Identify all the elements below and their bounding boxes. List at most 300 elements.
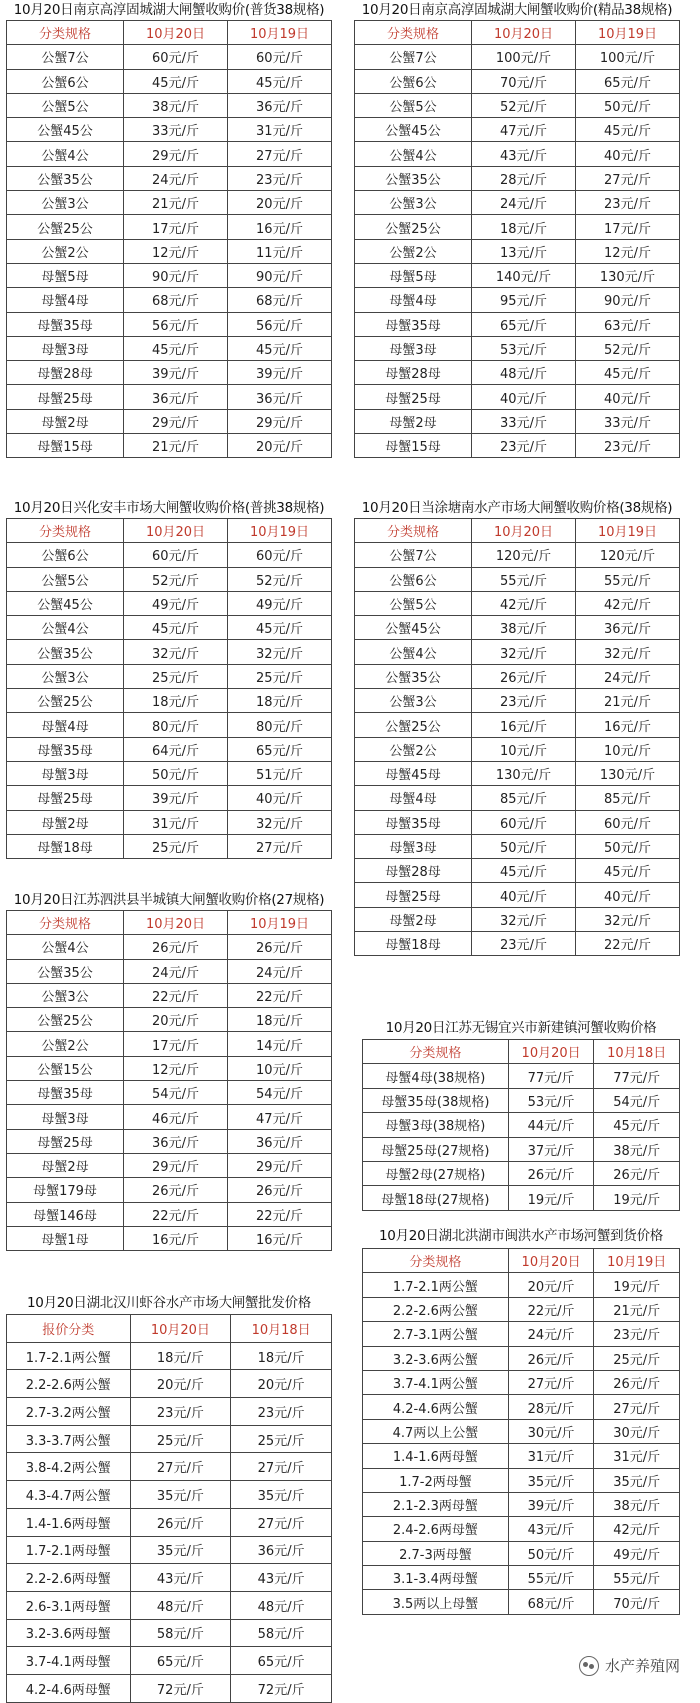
table-cell: 45元/斤	[228, 616, 332, 640]
table-cell: 45元/斤	[124, 616, 228, 640]
table-cell: 2.1-2.3两母蟹	[363, 1492, 509, 1516]
table-cell: 140元/斤	[472, 263, 576, 287]
table-cell: 100元/斤	[576, 45, 680, 69]
table-cell: 36元/斤	[228, 1129, 332, 1153]
table-cell: 17元/斤	[576, 215, 680, 239]
table-row	[363, 1468, 680, 1492]
table-cell: 70元/斤	[472, 69, 576, 93]
table-cell: 公蟹6公	[355, 567, 472, 591]
table-cell: 68元/斤	[508, 1590, 594, 1614]
table-cell: 65元/斤	[228, 737, 332, 761]
table-row	[7, 263, 332, 287]
table-cell: 母蟹25母	[355, 883, 472, 907]
table-cell: 65元/斤	[576, 69, 680, 93]
table-cell: 27元/斤	[228, 834, 332, 858]
table-cell: 19元/斤	[508, 1186, 594, 1210]
table-cell: 母蟹2母(27规格)	[363, 1161, 509, 1185]
table-cell: 23元/斤	[228, 166, 332, 190]
table-row	[7, 1536, 332, 1564]
table-cell: 38元/斤	[594, 1492, 680, 1516]
table-cell: 45元/斤	[472, 859, 576, 883]
table-cell: 23元/斤	[576, 191, 680, 215]
table-cell: 45元/斤	[576, 361, 680, 385]
table-row	[7, 1619, 332, 1647]
table-cell: 35元/斤	[508, 1468, 594, 1492]
table-cell: 48元/斤	[231, 1591, 332, 1619]
table-cell: 28元/斤	[472, 166, 576, 190]
table-row	[355, 434, 680, 458]
table-row	[7, 409, 332, 433]
table-cell: 40元/斤	[576, 142, 680, 166]
table-cell: 1.7-2.1两公蟹	[363, 1273, 509, 1297]
header-row	[363, 1040, 680, 1064]
table-cell: 16元/斤	[124, 1226, 228, 1250]
table-cell: 公蟹4公	[7, 142, 124, 166]
table-cell: 52元/斤	[228, 567, 332, 591]
table-cell: 58元/斤	[231, 1619, 332, 1647]
table-cell: 公蟹2公	[7, 239, 124, 263]
table-row	[7, 664, 332, 688]
table-cell: 36元/斤	[231, 1536, 332, 1564]
table-cell: 90元/斤	[124, 263, 228, 287]
table-cell: 2.7-3两母蟹	[363, 1541, 509, 1565]
table-row	[7, 689, 332, 713]
table-cell: 16元/斤	[228, 1226, 332, 1250]
table-row	[363, 1492, 680, 1516]
table-cell: 27元/斤	[576, 166, 680, 190]
table-row	[7, 1202, 332, 1226]
table-cell: 17元/斤	[124, 1032, 228, 1056]
header-row	[363, 1249, 680, 1273]
table-cell: 39元/斤	[508, 1492, 594, 1516]
table-cell: 公蟹5公	[7, 567, 124, 591]
table-cell: 40元/斤	[472, 883, 576, 907]
table-cell: 32元/斤	[576, 907, 680, 931]
table-cell: 40元/斤	[228, 786, 332, 810]
table-cell: 26元/斤	[124, 935, 228, 959]
table-cell: 21元/斤	[124, 191, 228, 215]
table-cell: 母蟹45母	[355, 761, 472, 785]
header-row	[7, 21, 332, 45]
table-cell: 1.7-2两母蟹	[363, 1468, 509, 1492]
table-cell: 29元/斤	[228, 409, 332, 433]
column-header: 10月19日	[228, 519, 332, 543]
table-cell: 22元/斤	[228, 1202, 332, 1226]
price-table	[354, 518, 680, 956]
table-cell: 24元/斤	[124, 166, 228, 190]
table-row	[355, 883, 680, 907]
column-header: 10月20日	[124, 519, 228, 543]
table-cell: 43元/斤	[508, 1517, 594, 1541]
table-cell: 16元/斤	[228, 215, 332, 239]
table-row	[7, 616, 332, 640]
table-cell: 4.2-4.6两公蟹	[363, 1395, 509, 1419]
table-title: 10月20日江苏泗洪县半城镇大闸蟹收购价格(27规格)	[13, 892, 325, 908]
table-row	[355, 761, 680, 785]
table-cell: 68元/斤	[228, 288, 332, 312]
table-cell: 公蟹35公	[355, 166, 472, 190]
table-cell: 10元/斤	[228, 1056, 332, 1080]
table-cell: 26元/斤	[508, 1161, 594, 1185]
table-row	[7, 93, 332, 117]
table-cell: 20元/斤	[124, 1008, 228, 1032]
table-cell: 23元/斤	[576, 434, 680, 458]
table-cell: 65元/斤	[130, 1647, 231, 1675]
table-cell: 60元/斤	[124, 543, 228, 567]
table-cell: 90元/斤	[228, 263, 332, 287]
table-cell: 72元/斤	[231, 1674, 332, 1702]
table-cell: 50元/斤	[124, 761, 228, 785]
table-cell: 100元/斤	[472, 45, 576, 69]
table-cell: 1.4-1.6两母蟹	[7, 1508, 131, 1536]
table-cell: 母蟹25母	[7, 1129, 124, 1153]
table-cell: 3.5两以上母蟹	[363, 1590, 509, 1614]
table-cell: 77元/斤	[508, 1064, 594, 1088]
table-cell: 130元/斤	[576, 263, 680, 287]
table-cell: 母蟹28母	[7, 361, 124, 385]
table-cell: 50元/斤	[508, 1541, 594, 1565]
column-header: 分类规格	[7, 911, 124, 935]
table-cell: 10元/斤	[472, 737, 576, 761]
table-cell: 29元/斤	[124, 409, 228, 433]
table-row	[7, 434, 332, 458]
table-cell: 公蟹3公	[355, 689, 472, 713]
table-row	[355, 640, 680, 664]
table-row	[7, 591, 332, 615]
table-cell: 21元/斤	[124, 434, 228, 458]
table-cell: 42元/斤	[594, 1517, 680, 1541]
table-cell: 42元/斤	[576, 591, 680, 615]
table-cell: 3.1-3.4两母蟹	[363, 1566, 509, 1590]
table-cell: 母蟹3母	[7, 336, 124, 360]
table-row	[355, 932, 680, 956]
table-cell: 39元/斤	[124, 361, 228, 385]
table-cell: 26元/斤	[228, 935, 332, 959]
table-cell: 母蟹2母	[355, 409, 472, 433]
table-row	[355, 45, 680, 69]
table-block-0	[6, 0, 332, 458]
table-cell: 68元/斤	[124, 288, 228, 312]
table-cell: 4.7两以上公蟹	[363, 1419, 509, 1443]
table-row	[355, 737, 680, 761]
table-row	[7, 1153, 332, 1177]
table-cell: 50元/斤	[576, 93, 680, 117]
table-row	[7, 336, 332, 360]
table-cell: 120元/斤	[576, 543, 680, 567]
table-cell: 45元/斤	[124, 69, 228, 93]
table-cell: 29元/斤	[228, 1153, 332, 1177]
table-cell: 23元/斤	[130, 1398, 231, 1426]
table-cell: 45元/斤	[576, 118, 680, 142]
price-table	[6, 20, 332, 458]
table-cell: 130元/斤	[576, 761, 680, 785]
header-row	[7, 1315, 332, 1343]
table-row	[7, 1129, 332, 1153]
column-header: 10月19日	[594, 1249, 680, 1273]
price-table	[362, 1248, 680, 1615]
header-row	[7, 911, 332, 935]
table-cell: 31元/斤	[508, 1444, 594, 1468]
table-cell: 55元/斤	[508, 1566, 594, 1590]
table-cell: 50元/斤	[472, 834, 576, 858]
table-row	[7, 737, 332, 761]
table-row	[355, 689, 680, 713]
table-cell: 2.4-2.6两母蟹	[363, 1517, 509, 1541]
table-cell: 37元/斤	[508, 1137, 594, 1161]
table-row	[7, 1674, 332, 1702]
table-row	[355, 288, 680, 312]
table-cell: 40元/斤	[576, 385, 680, 409]
table-cell: 公蟹25公	[7, 689, 124, 713]
table-cell: 16元/斤	[472, 713, 576, 737]
table-cell: 19元/斤	[594, 1273, 680, 1297]
table-title: 10月20日南京高淳固城湖大闸蟹收购价(精品38规格)	[361, 2, 673, 18]
table-title: 10月20日兴化安丰市场大闸蟹收购价格(普挑38规格)	[13, 500, 325, 516]
table-cell: 母蟹18母	[355, 932, 472, 956]
table-cell: 21元/斤	[594, 1297, 680, 1321]
table-cell: 45元/斤	[594, 1113, 680, 1137]
table-cell: 12元/斤	[576, 239, 680, 263]
table-row	[355, 907, 680, 931]
table-row	[363, 1419, 680, 1443]
table-row	[355, 591, 680, 615]
table-cell: 90元/斤	[576, 288, 680, 312]
table-cell: 32元/斤	[228, 640, 332, 664]
table-cell: 母蟹28母	[355, 361, 472, 385]
table-cell: 36元/斤	[228, 93, 332, 117]
table-row	[7, 118, 332, 142]
table-row	[363, 1273, 680, 1297]
table-cell: 65元/斤	[231, 1647, 332, 1675]
table-cell: 母蟹35母	[355, 312, 472, 336]
table-cell: 3.2-3.6两公蟹	[363, 1346, 509, 1370]
table-row	[7, 1425, 332, 1453]
table-cell: 24元/斤	[508, 1322, 594, 1346]
table-cell: 17元/斤	[124, 215, 228, 239]
table-cell: 25元/斤	[124, 834, 228, 858]
table-cell: 公蟹7公	[355, 543, 472, 567]
table-cell: 3.7-4.1两公蟹	[363, 1370, 509, 1394]
table-cell: 54元/斤	[228, 1081, 332, 1105]
table-cell: 22元/斤	[124, 983, 228, 1007]
table-row	[7, 1105, 332, 1129]
table-cell: 母蟹35母	[7, 737, 124, 761]
table-cell: 2.2-2.6两公蟹	[7, 1370, 131, 1398]
table-cell: 3.8-4.2两公蟹	[7, 1453, 131, 1481]
table-cell: 33元/斤	[124, 118, 228, 142]
column-header: 10月19日	[576, 519, 680, 543]
table-row	[355, 239, 680, 263]
table-row	[363, 1541, 680, 1565]
table-block-5	[362, 1017, 680, 1211]
table-cell: 13元/斤	[472, 239, 576, 263]
table-cell: 20元/斤	[228, 191, 332, 215]
table-row	[355, 616, 680, 640]
table-cell: 55元/斤	[594, 1566, 680, 1590]
table-cell: 43元/斤	[231, 1564, 332, 1592]
table-block-3	[354, 498, 680, 956]
table-cell: 33元/斤	[576, 409, 680, 433]
table-row	[355, 118, 680, 142]
column-header: 分类规格	[363, 1249, 509, 1273]
table-row	[355, 385, 680, 409]
table-row	[7, 1564, 332, 1592]
table-cell: 60元/斤	[576, 810, 680, 834]
table-row	[7, 1398, 332, 1426]
table-row	[363, 1161, 680, 1185]
column-header: 10月20日	[472, 21, 576, 45]
table-cell: 母蟹2母	[7, 1153, 124, 1177]
table-cell: 母蟹4母	[7, 713, 124, 737]
table-cell: 38元/斤	[472, 616, 576, 640]
table-title: 10月20日湖北汉川虾谷水产市场大闸蟹批发价格	[27, 1295, 311, 1311]
table-row	[363, 1444, 680, 1468]
table-cell: 公蟹7公	[355, 45, 472, 69]
table-cell: 母蟹5母	[7, 263, 124, 287]
table-cell: 20元/斤	[508, 1273, 594, 1297]
table-row	[363, 1064, 680, 1088]
table-row	[7, 1226, 332, 1250]
table-row	[363, 1297, 680, 1321]
table-cell: 32元/斤	[124, 640, 228, 664]
table-title: 10月20日江苏无锡宜兴市新建镇河蟹收购价格	[385, 1020, 657, 1036]
table-row	[355, 336, 680, 360]
table-cell: 公蟹3公	[355, 191, 472, 215]
table-cell: 28元/斤	[508, 1395, 594, 1419]
table-cell: 51元/斤	[228, 761, 332, 785]
table-cell: 24元/斤	[576, 664, 680, 688]
watermark-text: 水产养殖网	[604, 1657, 680, 1675]
table-row	[7, 142, 332, 166]
table-row	[363, 1566, 680, 1590]
wechat-icon	[579, 1656, 599, 1676]
table-row	[7, 69, 332, 93]
column-header: 10月20日	[124, 21, 228, 45]
table-cell: 70元/斤	[594, 1590, 680, 1614]
table-cell: 2.7-3.1两公蟹	[363, 1322, 509, 1346]
table-cell: 53元/斤	[508, 1088, 594, 1112]
table-row	[7, 640, 332, 664]
table-cell: 19元/斤	[594, 1186, 680, 1210]
table-cell: 母蟹1母	[7, 1226, 124, 1250]
table-cell: 公蟹5公	[355, 93, 472, 117]
table-cell: 80元/斤	[124, 713, 228, 737]
table-cell: 32元/斤	[472, 907, 576, 931]
table-block-2	[6, 498, 332, 859]
table-cell: 80元/斤	[228, 713, 332, 737]
table-row	[7, 1647, 332, 1675]
table-row	[355, 543, 680, 567]
table-cell: 36元/斤	[576, 616, 680, 640]
table-cell: 48元/斤	[472, 361, 576, 385]
table-row	[7, 1342, 332, 1370]
table-cell: 44元/斤	[508, 1113, 594, 1137]
table-row	[7, 1508, 332, 1536]
table-row	[7, 239, 332, 263]
table-row	[355, 713, 680, 737]
table-cell: 85元/斤	[576, 786, 680, 810]
table-cell: 公蟹25公	[355, 215, 472, 239]
table-row	[355, 215, 680, 239]
table-row	[7, 191, 332, 215]
table-row	[7, 983, 332, 1007]
header-row	[7, 519, 332, 543]
table-cell: 公蟹35公	[7, 959, 124, 983]
table-cell: 27元/斤	[231, 1453, 332, 1481]
table-cell: 49元/斤	[594, 1541, 680, 1565]
table-cell: 公蟹2公	[355, 239, 472, 263]
table-cell: 65元/斤	[472, 312, 576, 336]
table-cell: 54元/斤	[594, 1088, 680, 1112]
table-cell: 2.6-3.1两母蟹	[7, 1591, 131, 1619]
table-cell: 36元/斤	[124, 385, 228, 409]
table-cell: 35元/斤	[130, 1536, 231, 1564]
price-table	[6, 1314, 332, 1703]
table-cell: 18元/斤	[124, 689, 228, 713]
table-cell: 公蟹2公	[355, 737, 472, 761]
table-cell: 2.2-2.6两母蟹	[7, 1564, 131, 1592]
table-cell: 55元/斤	[472, 567, 576, 591]
table-cell: 27元/斤	[228, 142, 332, 166]
table-block-6	[362, 1224, 680, 1615]
table-cell: 36元/斤	[228, 385, 332, 409]
table-cell: 23元/斤	[472, 434, 576, 458]
table-row	[355, 166, 680, 190]
table-cell: 31元/斤	[228, 118, 332, 142]
table-block-1	[354, 0, 680, 458]
table-cell: 2.7-3.2两公蟹	[7, 1398, 131, 1426]
table-row	[355, 263, 680, 287]
table-row	[355, 69, 680, 93]
table-cell: 32元/斤	[228, 810, 332, 834]
table-cell: 公蟹35公	[7, 640, 124, 664]
table-row	[7, 713, 332, 737]
table-cell: 47元/斤	[472, 118, 576, 142]
table-cell: 27元/斤	[508, 1370, 594, 1394]
table-cell: 母蟹2母	[7, 810, 124, 834]
table-row	[7, 1591, 332, 1619]
table-cell: 53元/斤	[472, 336, 576, 360]
table-cell: 52元/斤	[472, 93, 576, 117]
table-cell: 95元/斤	[472, 288, 576, 312]
table-title: 10月20日南京高淳固城湖大闸蟹收购价(普货38规格)	[13, 2, 325, 18]
table-cell: 12元/斤	[124, 239, 228, 263]
table-cell: 3.2-3.6两母蟹	[7, 1619, 131, 1647]
table-cell: 母蟹35母	[355, 810, 472, 834]
table-cell: 45元/斤	[228, 69, 332, 93]
table-row	[355, 664, 680, 688]
table-cell: 21元/斤	[576, 689, 680, 713]
table-cell: 母蟹18母	[7, 834, 124, 858]
table-cell: 公蟹45公	[355, 118, 472, 142]
table-cell: 公蟹4公	[355, 142, 472, 166]
table-row	[7, 1481, 332, 1509]
table-cell: 46元/斤	[124, 1105, 228, 1129]
table-cell: 母蟹146母	[7, 1202, 124, 1226]
table-cell: 公蟹6公	[7, 69, 124, 93]
table-cell: 27元/斤	[594, 1395, 680, 1419]
table-cell: 公蟹45公	[7, 591, 124, 615]
table-cell: 25元/斤	[130, 1425, 231, 1453]
table-row	[7, 361, 332, 385]
column-header: 10月19日	[228, 21, 332, 45]
table-cell: 60元/斤	[228, 45, 332, 69]
table-cell: 50元/斤	[576, 834, 680, 858]
watermark	[579, 1655, 680, 1676]
column-header: 分类规格	[355, 519, 472, 543]
table-cell: 52元/斤	[124, 567, 228, 591]
table-cell: 32元/斤	[576, 640, 680, 664]
